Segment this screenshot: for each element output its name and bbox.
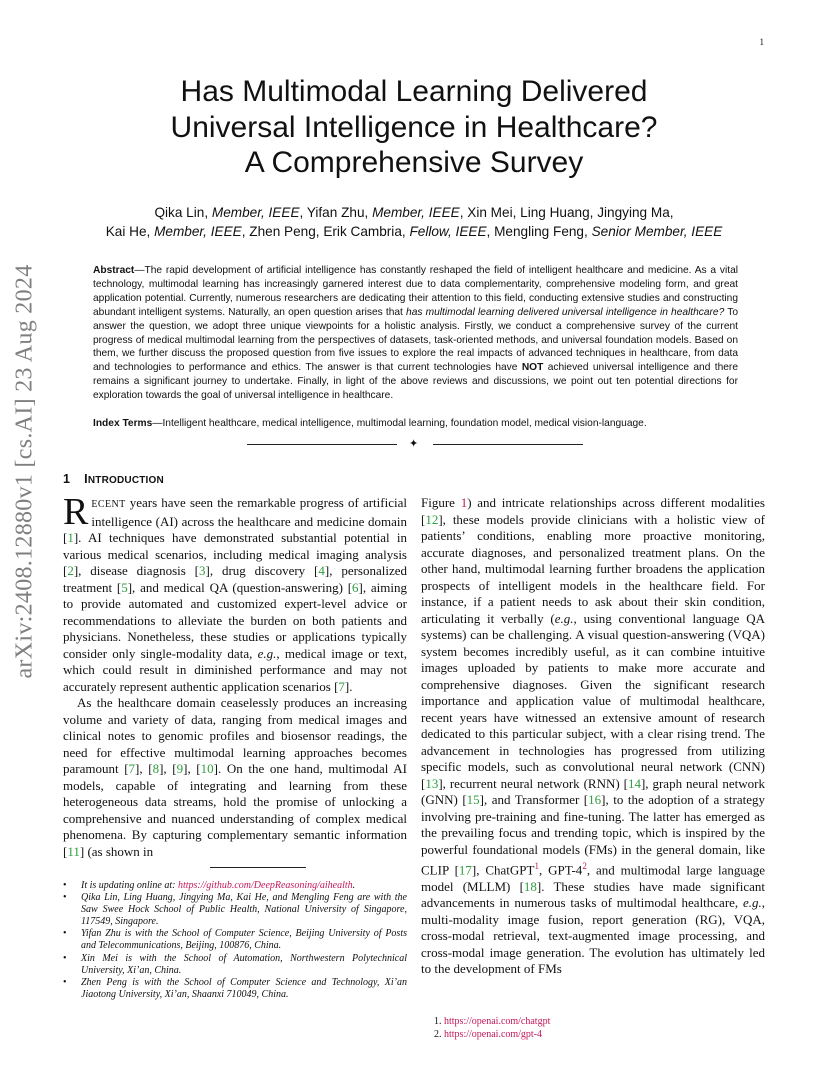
title-line-3: A Comprehensive Survey [244,146,584,179]
emphasis-text: e.g. [257,645,277,661]
body-text: ]. AI techniques have demonstrated substantial potential in various medical scenarios, including medical imaging analysis [ [63,530,407,578]
body-text: Xin Mei is with the School of Automation, Northwestern Polytechnical University, Xi’an, China. [81,952,407,976]
affiliation-footnotes [63,880,407,1001]
right-column [421,495,765,978]
url-footnotes [430,1015,760,1041]
body-text: , multi-modality image fusion, report generation (RG), VQA, cross-modal retrieval, text-augmented image processing, and cross-modal image generation. The evolution has ultimately led to the development of FMs [421,895,765,977]
citation-link[interactable]: 14 [627,775,641,791]
body-text: ], [ [159,761,177,776]
emphasis-text: e.g. [554,610,574,626]
footnote-marker-link[interactable]: 2 [582,861,587,871]
body-text: ], personalized treatment [ [63,563,408,595]
affiliation-footnote [81,977,407,1001]
author-name: , Zhen Peng, Erik Cambria, [241,224,410,239]
url-link[interactable]: https://github.com/DeepReasoning/aihealth [177,880,353,891]
body-text: ], [ [183,761,201,776]
title-line-1: Has Multimodal Learning Delivered [180,75,648,108]
body-text: . [352,880,356,891]
body-text: Yifan Zhu is with the School of Computer Science, Beijing University of Posts and Telecommunications, Beijing, 100876, China. [81,928,407,952]
title-line-2: Universal Intelligence in Healthcare? [170,110,658,144]
index-terms [93,417,738,431]
abstract-question: has multimodal learning delivered universal intelligence in healthcare? [406,306,725,318]
author-line-2 [0,222,828,241]
emphasis-text: e.g. [742,895,762,911]
affiliation-footnote [81,928,407,952]
affiliation-list [63,880,407,1001]
body-text: ], [ [135,761,153,776]
abstract-text-1: —The rapid development of artificial intelligence has constantly reshaped the field of intelligent healthcare and medicine. As a vital technology, multimodal learning has increasingly garnered interest due to data complementarity, comprehensive modeling form, and great application potential. Currently, numerous researchers are dedicating their attention to this field, conducting extensive studies and constructing abundant intelligent systems. Naturally, an open question arises that [93,265,738,318]
author-membership: Senior Member, IEEE [591,224,723,239]
citation-link[interactable]: 15 [466,792,480,807]
separator-line-right [433,444,583,445]
citation-link[interactable]: 8 [152,761,160,776]
body-text: Qika Lin, Ling Huang, Jingying Ma, Kai He, and Mengling Feng are with the Saw Swee Hock School of Public Health, National University of Singapore, 117549, Singapore. [81,892,407,928]
citation-link[interactable]: 9 [176,761,184,776]
citation-link[interactable]: 2 [67,563,74,578]
body-text: ]. [344,678,353,694]
section-title-rest: NTRODUCTION [87,475,164,486]
citation-link[interactable]: 4 [318,563,325,578]
citation-link[interactable]: 7 [338,678,345,694]
abstract-text-3: achieved universal intelligence and there remains a significant journey to undertake. Finally, in light of the above reviews and discussions, we point out ten potential directions for exploration towards the goal of universal intelligence in healthcare. [93,362,738,402]
author-membership: Member, IEEE [154,224,242,239]
footnote-rule [210,867,306,868]
body-text: ], aiming to provide automated and customized expert-level advice or recommendations to alleviate the burden on both patients and physicians. Nonetheless, these studies or applications typically consider only single-modality data, [63,579,408,661]
body-text: ] (as shown in [79,843,154,859]
affiliation-footnote [81,880,407,892]
abstract-text-2: To answer the question, we adopt three unique viewpoints for a holistic analysis. Firstly, we conduct a comprehensive survey of the current progress of medical multimodal learning from the perspectives of datasets, task-oriented methods, and universal foundation models. Based on them, we further discuss the proposed question from five issues to explore the real impacts of advanced techniques in healthcare, from data and technologies to performance and ethics. The answer is that current technologies have [93,306,739,374]
citation-link[interactable]: 12 [425,511,439,527]
citation-link[interactable]: 5 [121,579,128,595]
section-title-initial: I [84,472,88,486]
figure-reference-link[interactable]: 1 [460,495,468,510]
citation-link[interactable]: 16 [588,792,602,807]
body-text: ) and intricate relationships across different modalities [ [421,495,765,527]
author-membership: Member, IEEE [211,205,300,220]
citation-link[interactable]: 3 [199,563,206,578]
citation-link[interactable]: 11 [67,843,80,859]
body-text: , and multimodal large language model (MLLM) [ [421,862,765,894]
body-text: ], to the adoption of a strategy involving pre-training and fine-tuning. The latter has emerged as the prevailing focus and trending topic, which is inspired by the powerful foundational models (FMs) in the general domain, like CLIP [ [421,792,765,878]
body-text: , using conventional language QA systems) can be challenging. A visual question-answering (VQA) system becomes incredibly useful, as it can combine intuitive images uploaded by patients to make more accurate and comprehensive diagnoses. Given the significant research importance and application value of multimodal healthcare, recent years have witnessed an extensive amount of research dedicated to this particular subject, with a clear rising trend. The advancement in technologies has progressed from utilizing specific models, such as convolutional neural network (CNN) [ [421,610,766,791]
author-membership: Member, IEEE [372,205,460,220]
citation-link[interactable]: 18 [523,878,537,894]
section-heading-introduction [63,472,164,486]
abstract-label: Abstract [93,265,135,276]
body-text: years have seen the remarkable progress of artificial intelligence (AI) across the healthcare and medicine domain [ [63,495,407,545]
body-text: ], drug discovery [ [205,563,319,578]
abstract [93,264,738,403]
index-terms-label: Index Terms [93,418,153,429]
citation-link[interactable]: 17 [458,862,472,878]
url-footnote [444,1028,760,1041]
intro-paragraph-3 [421,495,765,978]
author-name: Qika Lin, [154,205,212,220]
intro-paragraph-2 [63,695,407,860]
author-list [0,203,828,241]
left-column [63,491,408,860]
small-caps-text: ECENT [91,499,126,510]
index-terms-text: —Intelligent healthcare, medical intelligence, multimodal learning, foundation model, medical vision-language. [152,418,647,429]
footnote-url-link[interactable]: https://openai.com/chatgpt [444,1016,551,1027]
affiliation-footnote [81,953,407,977]
affiliation-footnote [81,892,407,928]
footnote-marker-link[interactable]: 1 [534,861,539,871]
citation-link[interactable]: 10 [200,761,214,776]
body-text: Figure [421,495,461,510]
body-text: ], and Transformer [ [479,792,589,807]
author-name: Kai He, [105,224,155,239]
body-text: ], recurrent neural network (RNN) [ [438,775,628,791]
section-separator [247,440,583,450]
body-text: Zhen Peng is with the School of Computer Science and Technology, Xi’an Jiaotong University, Xi’an, Shaanxi 710049, China. [81,976,407,1000]
intro-paragraph-1 [63,491,408,695]
abstract-not: NOT [521,362,544,374]
body-text: , medical image or text, which could result in diminished performance and may not accurately represent authentic application scenarios [ [63,645,408,694]
body-text: ]. On the one hand, multimodal AI models, capable of integrating and learning from these heterogeneous data streams, hold the promise of unlocking a comprehensive and nuanced understanding of complex medical phenomena. By capturing complementary semantic information [ [63,761,407,859]
citation-link[interactable]: 1 [67,530,74,545]
body-text: ], disease diagnosis [ [73,563,199,578]
paper-title [0,74,828,181]
body-text: ], graph neural network (GNN) [ [421,775,765,807]
separator-diamond-icon: ✦ [409,438,419,450]
url-footnote [444,1015,760,1028]
arxiv-identifier-text: arXiv:2408.12880v1 [cs.AI] 23 Aug 2024 [11,263,38,679]
url-footnote-list [430,1015,760,1041]
author-name: , Yifan Zhu, [299,205,373,220]
body-text: , GPT-4 [538,862,583,878]
body-text: ], and medical QA (question-answering) [ [127,579,353,595]
drop-cap: R [63,491,89,533]
author-name: , Mengling Feng, [486,224,592,239]
body-text: As the healthcare domain ceaselessly produces an increasing volume and variety of data, ranging from medical images and clinical notes to genomic profiles and biosensor readings, the need for effective multimodal learning approaches becomes paramount [ [63,695,407,776]
citation-link[interactable]: 6 [352,579,359,595]
citation-link[interactable]: 7 [128,761,136,776]
body-text: ], these models provide clinicians with a holistic view of patients’ conditions, enabling more proactive monitoring, accurate diagnoses, and personalized treatment plans. On the other hand, multimodal learning further broadens the application prospects of intelligent models in the healthcare field. For instance, if a patient needs to ask about their skin condition, articulating it verbally ( [421,511,765,626]
body-text: It is updating online at: [81,880,178,891]
section-number: 1 [63,472,71,486]
body-text: ]. These studies have made significant advancements in numerous tasks of multimodal healthcare, [421,878,765,911]
separator-line-left [247,444,397,445]
citation-link[interactable]: 13 [425,775,439,791]
author-membership: Fellow, IEEE [409,224,487,239]
body-text: ], ChatGPT [471,862,535,878]
page-number: 1 [759,37,764,47]
author-line-1 [0,203,828,222]
footnote-url-link[interactable]: https://openai.com/gpt-4 [444,1029,543,1040]
arxiv-identifier [0,263,50,679]
author-name: , Xin Mei, Ling Huang, Jingying Ma, [459,205,674,220]
